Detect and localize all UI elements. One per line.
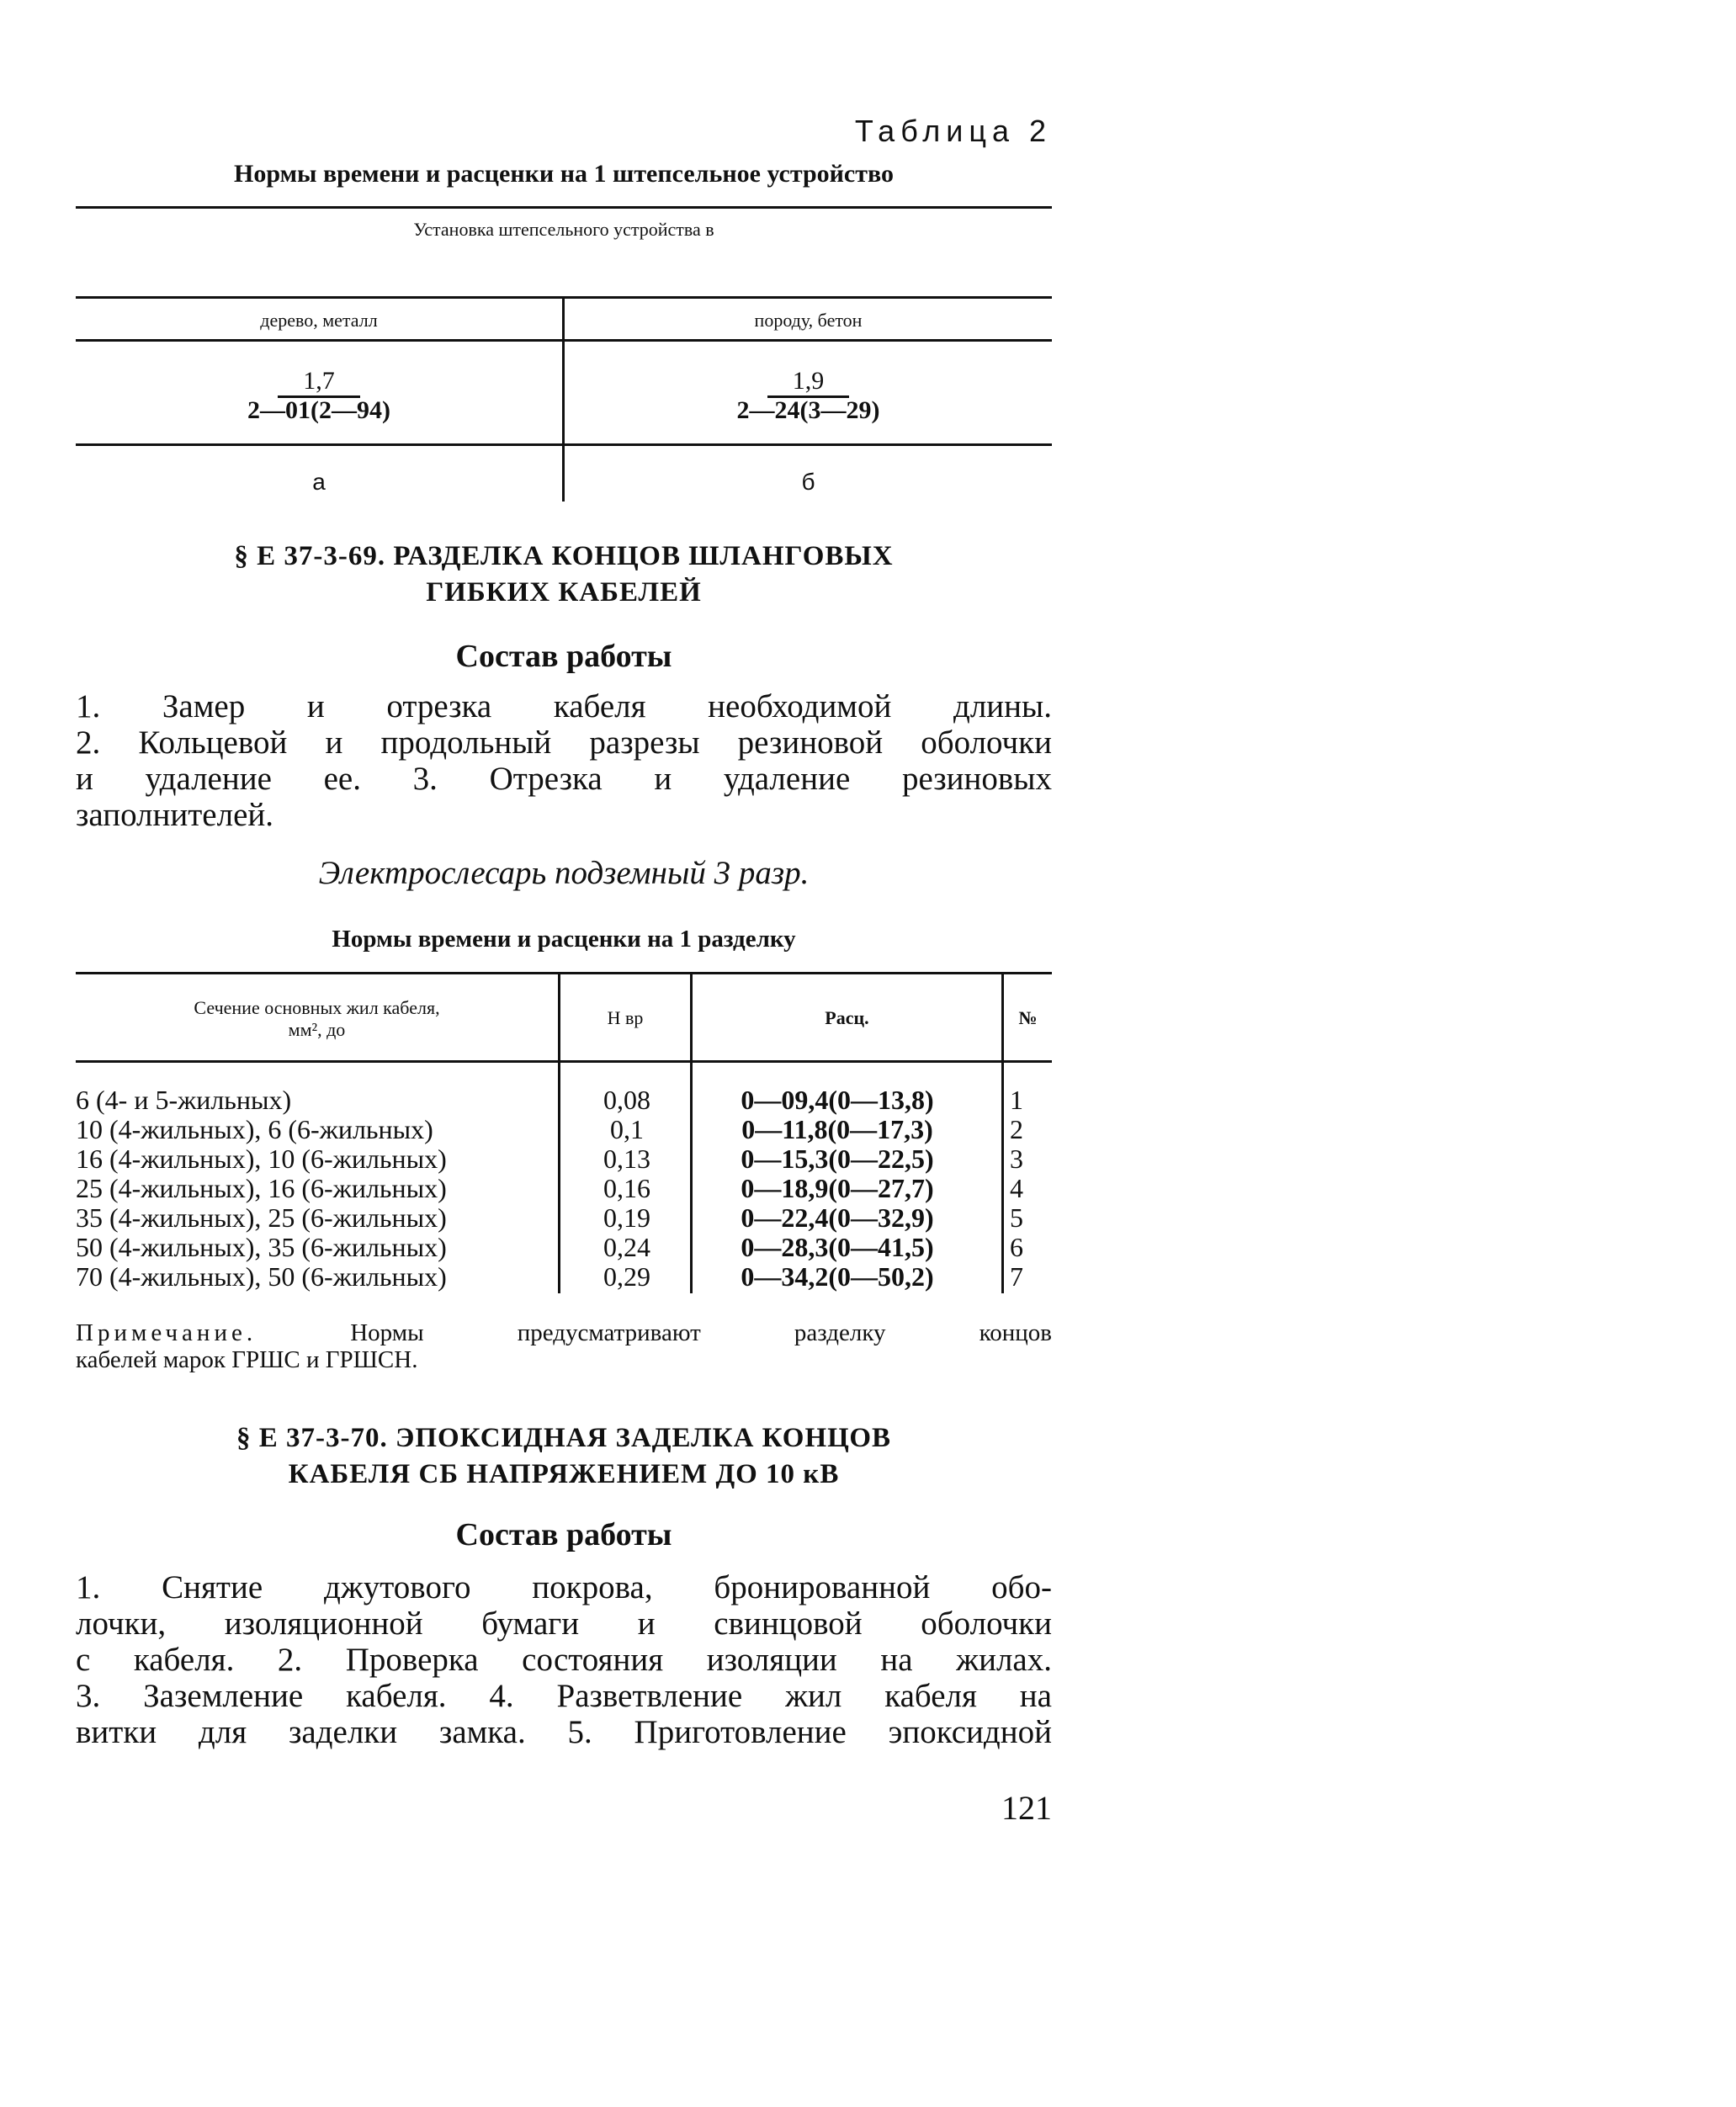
cell-rasc: 0—34,2(0—50,2) <box>741 1261 934 1292</box>
col-header-section <box>76 997 558 1041</box>
cell-hvr: 0,13 <box>603 1144 650 1174</box>
cell-num: 1 <box>1010 1085 1023 1115</box>
cell-section: 6 (4- и 5-жильных) <box>76 1085 292 1115</box>
note-label: Примечание. <box>76 1319 257 1346</box>
table2-subheader-rule <box>76 339 1052 342</box>
cell-section: 25 (4-жильных), 16 (6-жильных) <box>76 1173 447 1203</box>
table3-header-rule <box>76 1060 1052 1063</box>
text-line: заполнителей. <box>76 797 274 833</box>
document-page <box>76 0 1052 2107</box>
cell-rasc: 0—28,3(0—41,5) <box>741 1232 934 1262</box>
section69-work-title: Состав работы <box>455 639 672 674</box>
cell-section: 10 (4-жильных), 6 (6-жильных) <box>76 1114 433 1144</box>
text-line: лочки, изоляционной бумаги и свинцовой оболочки <box>76 1605 1052 1642</box>
note-text: Нормы предусматривают разделку концов <box>350 1319 1052 1346</box>
cell-section: 16 (4-жильных), 10 (6-жильных) <box>76 1144 447 1174</box>
cell-rasc: 0—09,4(0—13,8) <box>741 1085 934 1115</box>
norm-time: 1,7 <box>278 367 360 398</box>
table3-title: Нормы времени и расценки на 1 разделку <box>332 926 796 953</box>
text-line: 1. Замер и отрезка кабеля необходимой длины. <box>76 688 1052 724</box>
text-line: 3. Заземление кабеля. 4. Разветвление жил кабеля на <box>76 1678 1052 1714</box>
table2-col2-header: породу, бетон <box>754 310 863 331</box>
norm-time: 1,9 <box>767 367 850 398</box>
table2-col1-letter: а <box>312 469 326 495</box>
cell-rasc: 0—15,3(0—22,5) <box>741 1144 934 1174</box>
table3-body <box>76 1085 1052 1292</box>
text-line: 2. Кольцевой и продольный разрезы резиновой оболочки <box>76 724 1052 761</box>
cell-num: 2 <box>1010 1114 1023 1144</box>
text-line: и удаление ее. 3. Отрезка и удаление резиновых <box>76 761 1052 797</box>
table3-note <box>76 1319 1052 1373</box>
cell-rasc: 0—11,8(0—17,3) <box>741 1114 933 1144</box>
cell-hvr: 0,16 <box>603 1173 650 1203</box>
cell-section: 70 (4-жильных), 50 (6-жильных) <box>76 1261 447 1292</box>
table2-col1-header: дерево, металл <box>260 310 378 331</box>
section70-work-title: Состав работы <box>455 1517 672 1552</box>
heading-line: § Е 37-3-69. РАЗДЕЛКА КОНЦОВ ШЛАНГОВЫХ <box>234 541 894 571</box>
header-line: Сечение основных жил кабеля, <box>194 997 440 1018</box>
table2-body-rule <box>76 443 1052 446</box>
cell-num: 7 <box>1010 1261 1023 1292</box>
section70-work-text <box>76 1569 1052 1750</box>
col-header-hvr: Н вр <box>607 1007 644 1028</box>
cell-num: 3 <box>1010 1144 1023 1174</box>
cell-section: 50 (4-жильных), 35 (6-жильных) <box>76 1232 447 1262</box>
header-line: мм², до <box>288 1019 346 1040</box>
table2-title: Нормы времени и расценки на 1 штепсельное устройство <box>234 160 894 188</box>
price: 2—01(2—94) <box>247 396 390 424</box>
col-header-rasc: Расц. <box>825 1007 869 1028</box>
cell-num: 5 <box>1010 1202 1023 1233</box>
price: 2—24(3—29) <box>736 396 880 424</box>
note-line: кабелей марок ГРШС и ГРШСН. <box>76 1346 418 1373</box>
cell-hvr: 0,19 <box>603 1202 650 1233</box>
heading-line: КАБЕЛЯ СБ НАПРЯЖЕНИЕМ ДО 10 кВ <box>288 1459 840 1489</box>
table2-col2-value <box>565 367 1052 423</box>
cell-rasc: 0—22,4(0—32,9) <box>741 1202 934 1233</box>
table3-top-rule <box>76 972 1052 974</box>
heading-line: ГИБКИХ КАБЕЛЕЙ <box>426 577 702 608</box>
worker-category: Электрослесарь подземный 3 разр. <box>318 855 810 891</box>
cell-hvr: 0,08 <box>603 1085 650 1115</box>
table2-col1-value <box>76 367 562 423</box>
cell-hvr: 0,24 <box>603 1232 650 1262</box>
heading-line: § Е 37-3-70. ЭПОКСИДНАЯ ЗАДЕЛКА КОНЦОВ <box>236 1423 892 1453</box>
section69-heading <box>76 539 1052 611</box>
cell-num: 4 <box>1010 1173 1023 1203</box>
table2-col2-letter: б <box>801 469 815 495</box>
cell-hvr: 0,1 <box>610 1114 644 1144</box>
text-line: 1. Снятие джутового покрова, бронированной обо- <box>76 1569 1052 1605</box>
section69-work-text <box>76 688 1052 833</box>
cell-rasc: 0—18,9(0—27,7) <box>741 1173 934 1203</box>
table2-group-header: Установка штепсельного устройства в <box>413 219 714 240</box>
page-number: 121 <box>1001 1789 1052 1827</box>
cell-section: 35 (4-жильных), 25 (6-жильных) <box>76 1202 447 1233</box>
col-header-num: № <box>1018 1007 1038 1028</box>
table2-top-rule <box>76 206 1052 209</box>
section70-heading <box>76 1420 1052 1493</box>
note-line <box>76 1319 1052 1346</box>
table-label: Таблица 2 <box>854 114 1052 148</box>
text-line: витки для заделки замка. 5. Приготовление эпоксидной <box>76 1714 1052 1750</box>
cell-num: 6 <box>1010 1232 1023 1262</box>
text-line: с кабеля. 2. Проверка состояния изоляции на жилах. <box>76 1642 1052 1678</box>
cell-hvr: 0,29 <box>603 1261 650 1292</box>
